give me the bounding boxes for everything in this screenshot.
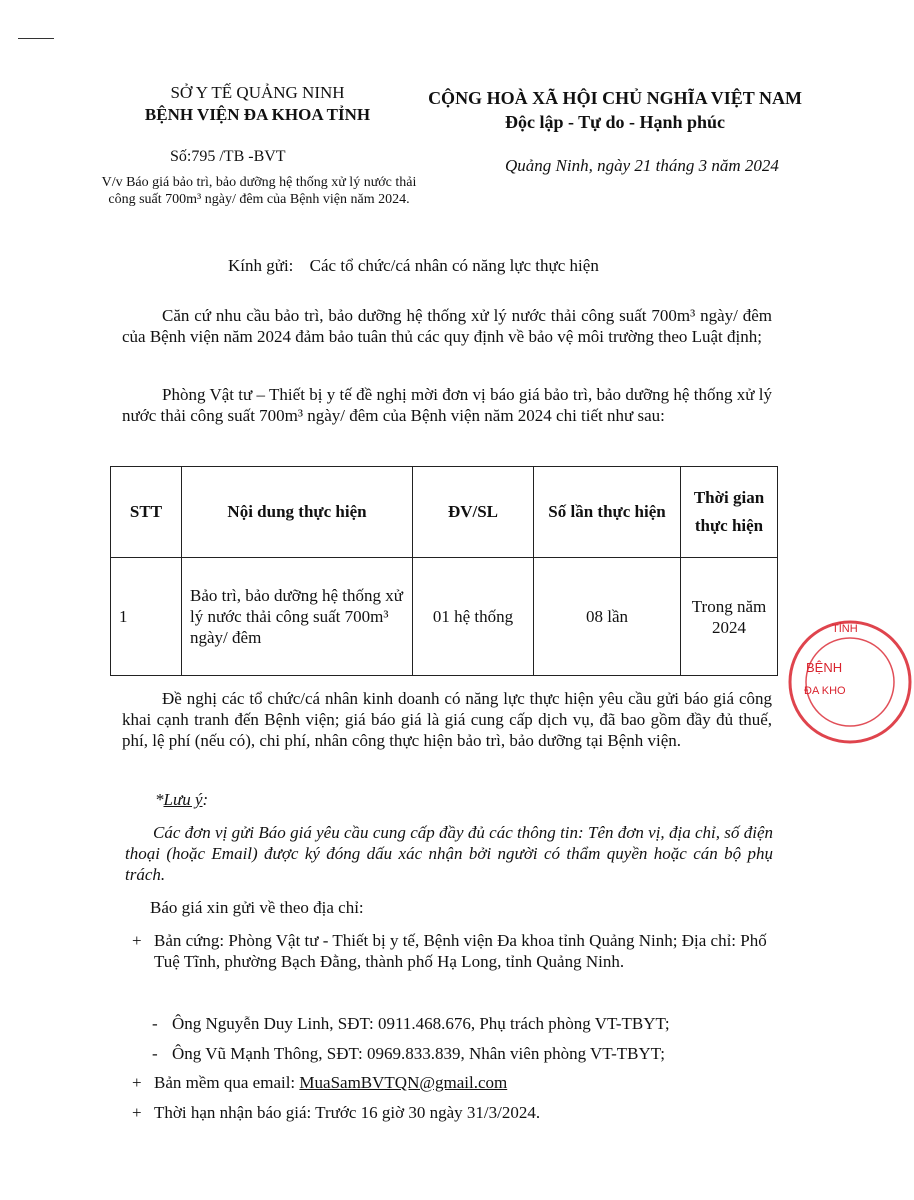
dash-bullet: -: [152, 1014, 158, 1033]
note-prefix: *: [155, 790, 164, 809]
cell-times: 08 lần: [534, 558, 681, 676]
national-motto: Độc lập - Tự do - Hạnh phúc: [504, 112, 726, 132]
paragraph-quote-requirement: Đề nghị các tổ chức/cá nhân kinh doanh có năng lực thực hiện yêu cầu gửi báo giá công khai cạnh tranh đến Bệnh viện; giá báo giá là giá cung cấp dịch vụ, đã bao gồm đầy đủ thuế, phí, lệ phí (nếu có), chi phí, nhân công thực hiện bảo trì, bảo dưỡng tại Bệnh viện.: [122, 689, 772, 750]
paragraph-basis: Căn cứ nhu cầu bảo trì, bảo dưỡng hệ thống xử lý nước thải công suất 700m³ ngày/ đêm của Bệnh viện năm 2024 đảm bảo tuân thủ các quy định về bảo vệ môi trường theo Luật định;: [122, 306, 772, 346]
cell-unit: 01 hệ thống: [413, 558, 534, 676]
header-unit: ĐV/SL: [413, 467, 534, 558]
nation-name: CỘNG HOÀ XÃ HỘI CHỦ NGHĨA VIỆT NAM: [428, 88, 802, 108]
list-item-hard-copy: [132, 930, 772, 972]
deadline-text: Thời hạn nhận báo giá: Trước 16 giờ 30 ngày 31/3/2024.: [154, 1103, 541, 1122]
stamp-text-top: TỈNH: [832, 623, 858, 635]
contact-item-1: [152, 1014, 670, 1034]
note-body: Các đơn vị gửi Báo giá yêu cầu cung cấp đầy đủ các thông tin: Tên đơn vị, địa chỉ, số điện thoại (hoặc Email) được ký đóng dấu xác nhận bởi người có thẩm quyền hoặc cán bộ phụ trách.: [125, 823, 773, 884]
recipient-value: Các tổ chức/cá nhân có năng lực thực hiện: [309, 256, 599, 275]
header-content: Nội dung thực hiện: [182, 467, 413, 558]
send-intro: Báo giá xin gửi về theo địa chỉ:: [150, 898, 364, 917]
table-row: [111, 558, 778, 676]
dash-bullet: -: [152, 1044, 158, 1063]
paragraph-request: Phòng Vật tư – Thiết bị y tế đề nghị mời đơn vị báo giá bảo trì, bảo dưỡng hệ thống xử lý nước thải công suất 700m³ ngày/ đêm của Bệnh viện năm 2024 chi tiết như sau:: [122, 385, 772, 425]
email-link[interactable]: MuaSamBVTQN@gmail.com: [299, 1073, 508, 1092]
email-label: Bản mềm qua email:: [154, 1073, 296, 1092]
table-header-row: [111, 467, 778, 558]
header-stt: STT: [111, 467, 182, 558]
corner-mark: [18, 38, 54, 39]
document-number: Số:795 /TB -BVT: [170, 148, 286, 165]
hospital-name: BỆNH VIỆN ĐA KHOA TỈNH: [144, 105, 371, 124]
national-heading: [405, 86, 825, 134]
cell-stt: 1: [111, 558, 182, 676]
contact-item-2: [152, 1044, 665, 1064]
department-name: SỞ Y TẾ QUẢNG NINH: [170, 83, 345, 102]
email-line: [154, 1072, 772, 1093]
document-date: Quảng Ninh, ngày 21 tháng 3 năm 2024: [505, 156, 779, 175]
plus-bullet: +: [132, 1073, 142, 1092]
note-colon: :: [202, 790, 209, 809]
list-item-email: [132, 1072, 772, 1093]
work-table: [110, 466, 778, 676]
hard-copy-text: Bản cứng: Phòng Vật tư - Thiết bị y tế, Bệnh viện Đa khoa tỉnh Quảng Ninh; Địa chỉ: Phố Tuệ Tĩnh, phường Bạch Đằng, thành phố Hạ Long, tỉnh Quảng Ninh.: [154, 931, 767, 971]
note-label: Lưu ý: [163, 790, 203, 809]
plus-bullet: +: [132, 1103, 142, 1122]
stamp-text-mid: BỆNH: [806, 660, 843, 675]
recipient-line: [228, 256, 599, 276]
header-times: Số lần thực hiện: [534, 467, 681, 558]
contact-2-text: Ông Vũ Mạnh Thông, SĐT: 0969.833.839, Nhân viên phòng VT-TBYT;: [172, 1044, 665, 1063]
cell-period: Trong năm 2024: [681, 558, 778, 676]
issuing-organization: [115, 82, 400, 126]
list-item-deadline: [132, 1102, 772, 1123]
recipient-label: Kính gửi:: [228, 256, 294, 275]
red-seal-stamp: [786, 618, 914, 746]
document-subject: V/v Báo giá bảo trì, bảo dưỡng hệ thống xử lý nước thải công suất 700m³ ngày/ đêm của Bệnh viện năm 2024.: [101, 175, 417, 207]
plus-bullet: +: [132, 931, 142, 950]
header-period: Thời gian thực hiện: [681, 467, 778, 558]
stamp-text-bottom: ĐA KHO: [804, 685, 846, 697]
note-heading: [155, 790, 208, 810]
contact-1-text: Ông Nguyễn Duy Linh, SĐT: 0911.468.676, Phụ trách phòng VT-TBYT;: [172, 1014, 670, 1033]
cell-content: Bảo trì, bảo dưỡng hệ thống xử lý nước thải công suất 700m³ ngày/ đêm: [182, 558, 413, 676]
